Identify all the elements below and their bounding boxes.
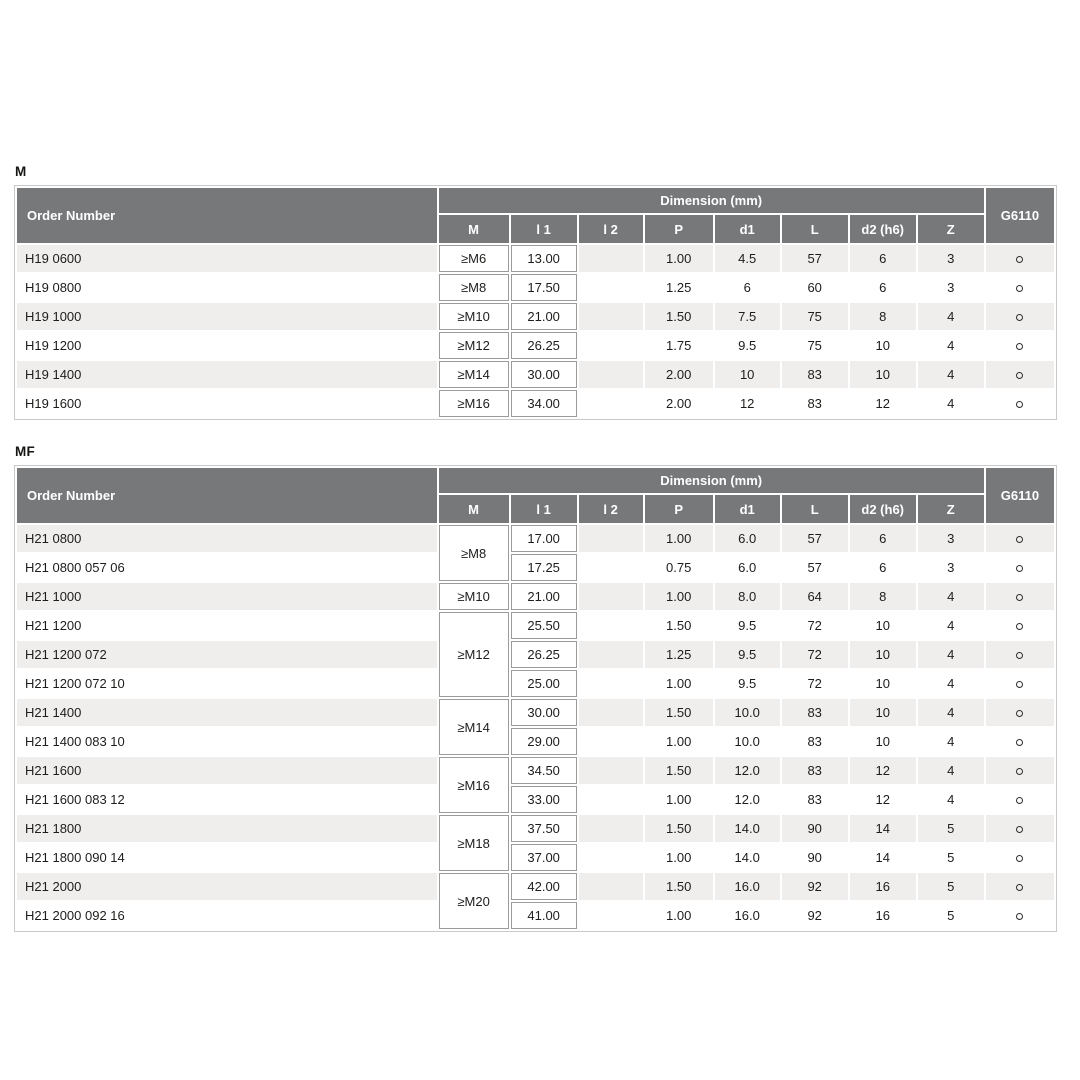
d2-cell: 10 [850,728,916,755]
column-subheader-l2: l 2 [579,215,643,243]
table-row [17,844,1054,871]
order-number-cell: H21 1200 072 [17,641,437,668]
table-mf-wrapper [14,465,1057,932]
order-number-cell: H21 0800 057 06 [17,554,437,581]
z-cell: 4 [918,303,984,330]
d2-cell: 12 [850,786,916,813]
g6110-cell [986,361,1054,388]
pitch-cell: 1.00 [645,583,713,610]
table-mf-label: MF [15,444,35,459]
order-number-cell: H21 1000 [17,583,437,610]
g6110-availability-marker [1016,884,1023,891]
l1-cell: 37.50 [511,815,577,842]
g6110-availability-marker [1016,652,1023,659]
d1-cell: 16.0 [715,902,780,929]
thread-size-cell: ≥M12 [439,332,509,359]
l1-cell: 30.00 [511,361,577,388]
g6110-cell [986,612,1054,639]
column-header-order-number: Order Number [17,188,437,243]
z-cell: 5 [918,902,984,929]
g6110-cell [986,583,1054,610]
z-cell: 4 [918,361,984,388]
l1-cell: 37.00 [511,844,577,871]
l2-cell [579,757,643,784]
d2-cell: 6 [850,554,916,581]
d1-cell: 9.5 [715,670,780,697]
table-m-label: M [15,164,27,179]
pitch-cell: 1.75 [645,332,713,359]
thread-size-cell: ≥M20 [439,873,509,929]
order-number-cell: H21 1400 083 10 [17,728,437,755]
z-cell: 4 [918,757,984,784]
length-cell: 83 [782,361,848,388]
pitch-cell: 1.00 [645,525,713,552]
z-cell: 4 [918,583,984,610]
g6110-cell [986,902,1054,929]
pitch-cell: 1.25 [645,641,713,668]
l1-cell: 13.00 [511,245,577,272]
length-cell: 60 [782,274,848,301]
column-header-order-number: Order Number [17,468,437,523]
l1-cell: 26.25 [511,641,577,668]
column-subheader-l: L [782,495,848,523]
column-subheader-l1: l 1 [511,495,577,523]
d2-cell: 10 [850,699,916,726]
column-subheader-m: M [439,215,509,243]
pitch-cell: 2.00 [645,361,713,388]
length-cell: 92 [782,902,848,929]
z-cell: 5 [918,844,984,871]
pitch-cell: 1.00 [645,245,713,272]
thread-size-cell: ≥M6 [439,245,509,272]
d1-cell: 10 [715,361,780,388]
d1-cell: 6.0 [715,525,780,552]
d1-cell: 10.0 [715,728,780,755]
g6110-availability-marker [1016,768,1023,775]
l2-cell [579,699,643,726]
g6110-cell [986,332,1054,359]
order-number-cell: H21 1400 [17,699,437,726]
order-number-cell: H21 1600 083 12 [17,786,437,813]
z-cell: 4 [918,641,984,668]
order-number-cell: H21 2000 092 16 [17,902,437,929]
d2-cell: 6 [850,525,916,552]
section-mf [14,444,1080,932]
l1-cell: 34.00 [511,390,577,417]
z-cell: 5 [918,815,984,842]
l1-cell: 33.00 [511,786,577,813]
l1-cell: 17.00 [511,525,577,552]
l1-cell: 42.00 [511,873,577,900]
pitch-cell: 1.00 [645,786,713,813]
pitch-cell: 1.25 [645,274,713,301]
pitch-cell: 1.50 [645,699,713,726]
d2-cell: 12 [850,390,916,417]
column-subheader-m: M [439,495,509,523]
d1-cell: 8.0 [715,583,780,610]
d1-cell: 16.0 [715,873,780,900]
d1-cell: 12 [715,390,780,417]
table-row [17,390,1054,417]
l2-cell [579,332,643,359]
length-cell: 72 [782,612,848,639]
order-number-cell: H19 0600 [17,245,437,272]
l1-cell: 25.00 [511,670,577,697]
d1-cell: 9.5 [715,612,780,639]
l2-cell [579,873,643,900]
g6110-availability-marker [1016,681,1023,688]
order-number-cell: H19 1600 [17,390,437,417]
g6110-cell [986,554,1054,581]
table-mf [15,466,1056,931]
d1-cell: 14.0 [715,815,780,842]
order-number-cell: H21 2000 [17,873,437,900]
g6110-availability-marker [1016,314,1023,321]
z-cell: 4 [918,786,984,813]
d2-cell: 6 [850,245,916,272]
thread-size-cell: ≥M8 [439,525,509,581]
order-number-cell: H19 1200 [17,332,437,359]
z-cell: 4 [918,699,984,726]
d1-cell: 12.0 [715,757,780,784]
column-header-g6110: G6110 [986,468,1054,523]
pitch-cell: 1.50 [645,303,713,330]
z-cell: 3 [918,525,984,552]
thread-size-cell: ≥M16 [439,757,509,813]
table-row [17,670,1054,697]
d2-cell: 16 [850,873,916,900]
g6110-availability-marker [1016,594,1023,601]
d2-cell: 10 [850,670,916,697]
table-row [17,815,1054,842]
l1-cell: 17.50 [511,274,577,301]
d2-cell: 8 [850,303,916,330]
column-subheader-l1: l 1 [511,215,577,243]
l1-cell: 29.00 [511,728,577,755]
d2-cell: 10 [850,641,916,668]
order-number-cell: H21 1200 [17,612,437,639]
z-cell: 4 [918,728,984,755]
g6110-cell [986,390,1054,417]
g6110-cell [986,757,1054,784]
g6110-availability-marker [1016,710,1023,717]
l2-cell [579,274,643,301]
length-cell: 83 [782,699,848,726]
d2-cell: 10 [850,332,916,359]
d1-cell: 14.0 [715,844,780,871]
table-row [17,361,1054,388]
pitch-cell: 1.00 [645,902,713,929]
column-subheader-d1: d1 [715,215,780,243]
l1-cell: 34.50 [511,757,577,784]
z-cell: 4 [918,612,984,639]
column-subheader-l2: l 2 [579,495,643,523]
l2-cell [579,554,643,581]
d2-cell: 8 [850,583,916,610]
order-number-cell: H21 0800 [17,525,437,552]
g6110-cell [986,303,1054,330]
l2-cell [579,245,643,272]
pitch-cell: 0.75 [645,554,713,581]
column-subheader-p: P [645,495,713,523]
length-cell: 83 [782,786,848,813]
z-cell: 4 [918,390,984,417]
column-subheader-z: Z [918,495,984,523]
column-subheader-d2h6: d2 (h6) [850,215,916,243]
d1-cell: 9.5 [715,332,780,359]
g6110-cell [986,641,1054,668]
g6110-cell [986,525,1054,552]
column-subheader-d1: d1 [715,495,780,523]
z-cell: 5 [918,873,984,900]
order-number-cell: H19 1400 [17,361,437,388]
table-row [17,583,1054,610]
length-cell: 83 [782,757,848,784]
l2-cell [579,641,643,668]
table-row [17,786,1054,813]
d1-cell: 12.0 [715,786,780,813]
d1-cell: 9.5 [715,641,780,668]
column-subheader-z: Z [918,215,984,243]
z-cell: 3 [918,274,984,301]
thread-size-cell: ≥M10 [439,583,509,610]
order-number-cell: H21 1200 072 10 [17,670,437,697]
l1-cell: 21.00 [511,583,577,610]
length-cell: 90 [782,844,848,871]
d1-cell: 4.5 [715,245,780,272]
g6110-availability-marker [1016,826,1023,833]
table-row [17,332,1054,359]
column-subheader-d2h6: d2 (h6) [850,495,916,523]
order-number-cell: H19 0800 [17,274,437,301]
length-cell: 57 [782,245,848,272]
l1-cell: 21.00 [511,303,577,330]
l2-cell [579,815,643,842]
d1-cell: 7.5 [715,303,780,330]
thread-size-cell: ≥M10 [439,303,509,330]
g6110-cell [986,844,1054,871]
l1-cell: 41.00 [511,902,577,929]
table-m [15,186,1056,419]
d2-cell: 6 [850,274,916,301]
column-header-dimension-mm: Dimension (mm) [439,468,984,493]
thread-size-cell: ≥M18 [439,815,509,871]
l1-cell: 17.25 [511,554,577,581]
g6110-availability-marker [1016,256,1023,263]
g6110-availability-marker [1016,855,1023,862]
l1-cell: 26.25 [511,332,577,359]
g6110-availability-marker [1016,401,1023,408]
table-row [17,303,1054,330]
length-cell: 83 [782,728,848,755]
length-cell: 72 [782,641,848,668]
g6110-cell [986,245,1054,272]
pitch-cell: 1.50 [645,612,713,639]
pitch-cell: 1.50 [645,873,713,900]
table-row [17,873,1054,900]
d2-cell: 10 [850,361,916,388]
l2-cell [579,728,643,755]
length-cell: 75 [782,303,848,330]
table-row [17,245,1054,272]
order-number-cell: H21 1600 [17,757,437,784]
z-cell: 4 [918,332,984,359]
g6110-cell [986,699,1054,726]
column-header-g6110: G6110 [986,188,1054,243]
table-row [17,728,1054,755]
g6110-availability-marker [1016,739,1023,746]
table-row [17,554,1054,581]
table-row [17,274,1054,301]
l2-cell [579,361,643,388]
column-header-dimension-mm: Dimension (mm) [439,188,984,213]
z-cell: 3 [918,554,984,581]
pitch-cell: 1.50 [645,757,713,784]
l2-cell [579,390,643,417]
g6110-availability-marker [1016,797,1023,804]
length-cell: 83 [782,390,848,417]
l2-cell [579,303,643,330]
d1-cell: 10.0 [715,699,780,726]
thread-size-cell: ≥M12 [439,612,509,697]
g6110-cell [986,873,1054,900]
g6110-availability-marker [1016,536,1023,543]
l1-cell: 25.50 [511,612,577,639]
thread-size-cell: ≥M16 [439,390,509,417]
order-number-cell: H19 1000 [17,303,437,330]
length-cell: 57 [782,554,848,581]
l2-cell [579,844,643,871]
thread-size-cell: ≥M8 [439,274,509,301]
g6110-availability-marker [1016,565,1023,572]
g6110-availability-marker [1016,623,1023,630]
l2-cell [579,670,643,697]
d2-cell: 14 [850,844,916,871]
l2-cell [579,583,643,610]
l2-cell [579,786,643,813]
table-row [17,612,1054,639]
g6110-availability-marker [1016,372,1023,379]
g6110-cell [986,670,1054,697]
thread-size-cell: ≥M14 [439,699,509,755]
d1-cell: 6.0 [715,554,780,581]
order-number-cell: H21 1800 [17,815,437,842]
g6110-cell [986,815,1054,842]
length-cell: 72 [782,670,848,697]
length-cell: 57 [782,525,848,552]
l1-cell: 30.00 [511,699,577,726]
table-m-wrapper [14,185,1057,420]
section-m [14,164,1080,420]
table-row [17,641,1054,668]
pitch-cell: 1.50 [645,815,713,842]
z-cell: 3 [918,245,984,272]
g6110-availability-marker [1016,913,1023,920]
thread-size-cell: ≥M14 [439,361,509,388]
column-subheader-l: L [782,215,848,243]
g6110-cell [986,728,1054,755]
g6110-cell [986,274,1054,301]
order-number-cell: H21 1800 090 14 [17,844,437,871]
table-row [17,699,1054,726]
length-cell: 92 [782,873,848,900]
length-cell: 75 [782,332,848,359]
length-cell: 90 [782,815,848,842]
pitch-cell: 1.00 [645,728,713,755]
table-row [17,757,1054,784]
d2-cell: 16 [850,902,916,929]
length-cell: 64 [782,583,848,610]
column-subheader-p: P [645,215,713,243]
l2-cell [579,612,643,639]
d2-cell: 12 [850,757,916,784]
g6110-availability-marker [1016,285,1023,292]
d2-cell: 10 [850,612,916,639]
table-row [17,525,1054,552]
g6110-availability-marker [1016,343,1023,350]
l2-cell [579,525,643,552]
d2-cell: 14 [850,815,916,842]
g6110-cell [986,786,1054,813]
pitch-cell: 1.00 [645,670,713,697]
pitch-cell: 2.00 [645,390,713,417]
z-cell: 4 [918,670,984,697]
pitch-cell: 1.00 [645,844,713,871]
l2-cell [579,902,643,929]
table-row [17,902,1054,929]
d1-cell: 6 [715,274,780,301]
